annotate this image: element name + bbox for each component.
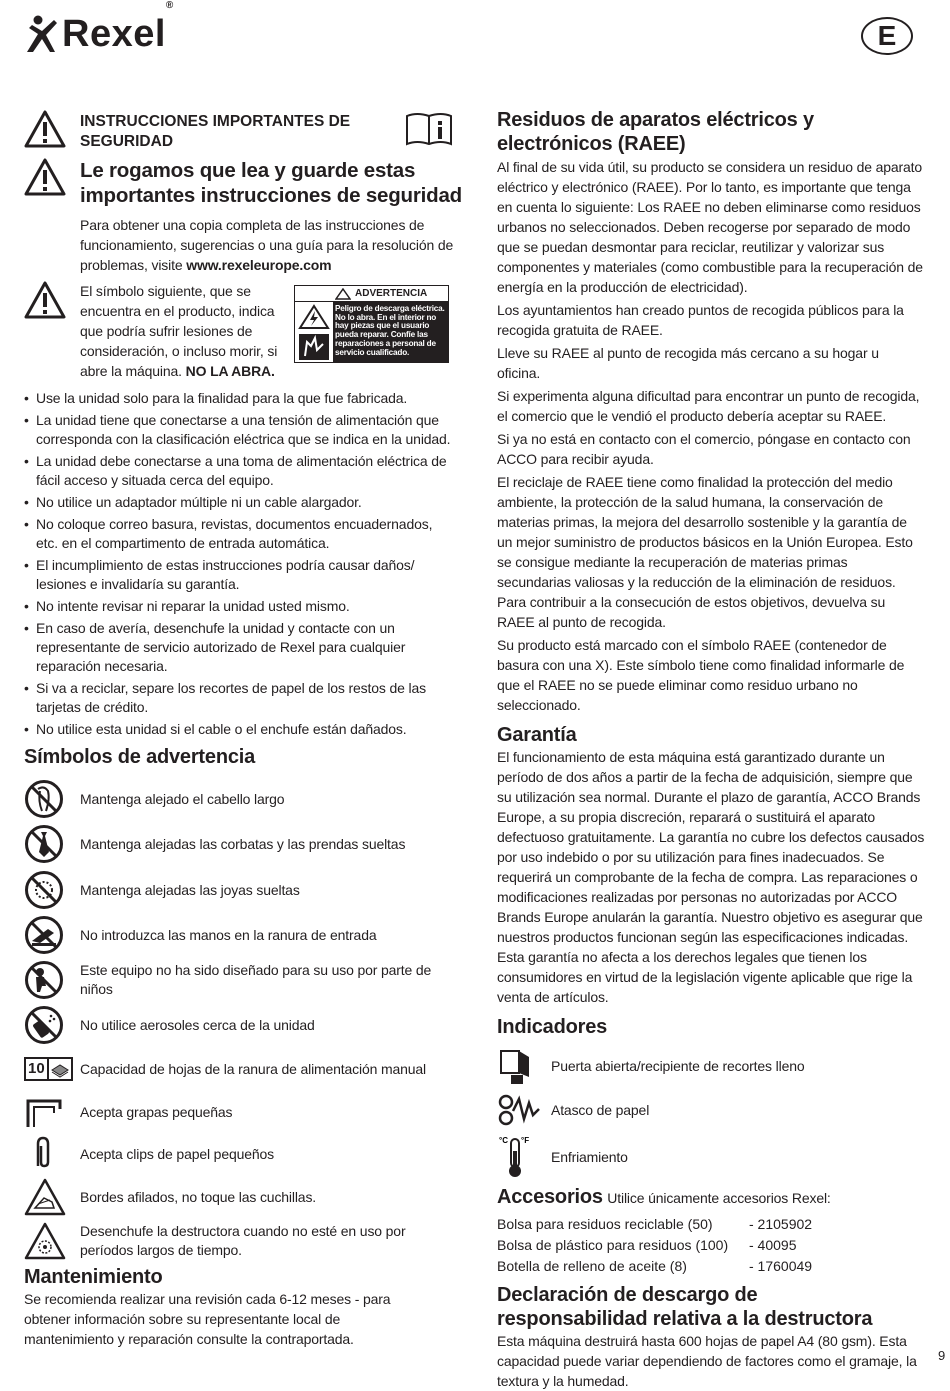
symbols-title: Símbolos de advertencia (24, 746, 256, 768)
disclaimer-title: Declaración de descargo de responsabilidad relativa a la destructora (497, 1284, 873, 1330)
paragraph: Los ayuntamientos han creado puntos de recogida públicos para la recogida gratuita de RAEE. (497, 302, 904, 338)
left-column (24, 110, 464, 1349)
paragraph: El reciclaje de RAEE tiene como finalidad la protección del medio ambiente, la protección de la salud humana, la conservación de materias primas, la mejora del desarrollo sostenible y la garantía de un mejor suministro de productos básicos en la Unión Europea. Esto se consigue mediante la recuperación de materias primas secundarias valiosas y la reducción de la eliminación de residuos. Para contribuir a la consecución de estos objetivos, devuelva su RAEE al punto de recogida. (497, 474, 913, 630)
door-open-bin-full-icon (497, 1047, 551, 1085)
no-children-icon (24, 960, 80, 1000)
warning-label-text: Peligro de descarga eléctrica. No lo abra. En el interior no hay piezas que el usuario pueda reparar. Confíe las reparaciones a personal de servicio cualificado. (333, 302, 448, 362)
thermometer-icon (497, 1135, 551, 1179)
symbol-row: Desenchufe la destructora cuando no esté en uso por períodos largos de tiempo. (24, 1219, 464, 1263)
warning-label-icons (295, 302, 333, 362)
accessories-heading (497, 1185, 925, 1209)
read-title: Le rogamos que lea y guarde estas importantes instrucciones de seguridad (80, 159, 462, 207)
paragraph: Lleve su RAEE al punto de recogida más cercano a su hogar u oficina. (497, 345, 879, 381)
table-row: Bolsa de plástico para residuos (100) - 40095 (497, 1237, 797, 1253)
list-item: • No utilice un adaptador múltiple ni un cable alargador. (24, 493, 454, 512)
sheet-capacity-icon: 10 (24, 1049, 80, 1089)
warning-triangle-icon (335, 288, 351, 300)
no-tie-icon (24, 824, 80, 864)
no-jewellery-icon (24, 870, 80, 910)
sharp-edges-icon (24, 1177, 80, 1217)
table-row: Botella de relleno de aceite (8) - 1760049 (497, 1258, 813, 1274)
disclaimer-text: Esta máquina destruirá hasta 600 hojas de papel A4 (80 gsm). Esta capacidad puede variar dependiendo de factores como el gramaje, la textura y la humedad. (497, 1333, 917, 1389)
list-item: • No coloque correo basura, revistas, documentos encuadernados, etc. en el compartimento de entrada automática. (24, 515, 454, 553)
table-row: Bolsa para residuos reciclable (50) - 2105902 (497, 1216, 813, 1232)
paragraph: Si ya no está en contacto con el comercio, póngase en contacto con ACCO para recibir ayuda. (497, 431, 911, 467)
no-long-hair-icon (24, 779, 80, 819)
accessories-title: Accesorios (497, 1186, 603, 1208)
list-item: • El incumplimiento de estas instrucciones podría causar daños/ lesiones e invalidaría su garantía. (24, 556, 454, 594)
warning-triangle-icon (24, 110, 70, 153)
list-item: • Use la unidad solo para la finalidad para la que fue fabricada. (24, 389, 454, 408)
page-number: 9 (938, 1348, 946, 1363)
staple-icon (24, 1092, 80, 1132)
safety-heading-row (24, 110, 464, 156)
symbol-row: Acepta clips de papel pequeños (24, 1133, 464, 1175)
paragraph: Al final de su vida útil, su producto se considera un residuo de aparato eléctrico y electrónico (RAEE). Por lo tanto, es importante que tenga en cuenta lo siguiente: Los RAEE no deben eliminarse como residuos urbanos no seleccionados. Deben recogerse por separado de modo que se puedan desmontar para reciclar, reutilizar y valorizar sus componentes y materiales (como combustible para la recuperación de energía en la producción de electricidad). (497, 159, 923, 295)
maintenance-title: Mantenimiento (24, 1266, 163, 1288)
warning-triangle-icon (24, 281, 70, 324)
list-item: • La unidad debe conectarse a una toma de alimentación eléctrica de fácil acceso y situada cerca del equipo. (24, 452, 454, 490)
indicators-list (497, 1047, 925, 1179)
manual-info-icon (405, 112, 453, 151)
rexel-figure-icon (24, 14, 58, 54)
accessories-table (497, 1214, 812, 1277)
right-column (497, 108, 925, 1391)
weee-title: Residuos de aparatos eléctricos y electrónicos (RAEE) (497, 109, 814, 155)
indicator-row: Atasco de papel (497, 1091, 925, 1129)
maintenance-text: Se recomienda realizar una revisión cada 6-12 meses - para obtener información sobre su representante local de mantenimiento y reparación consulte la contraportada. (24, 1291, 391, 1347)
symbols-list (24, 777, 464, 1263)
indicator-row: °C °F Enfriamiento (497, 1135, 925, 1179)
symbol-row: Bordes afilados, no toque las cuchillas. (24, 1175, 464, 1219)
warranty-title: Garantía (497, 724, 577, 746)
symbol-explanation: El símbolo siguiente, que se encuentra en el producto, indica que podría sufrir lesiones de consideración, o incluso morir, si abre la máquina. NO LA ABRA. (80, 283, 278, 379)
weee-section (497, 157, 925, 715)
list-item: • No utilice esta unidad si el cable o el enchufe están dañados. (24, 720, 454, 739)
read-heading-row (24, 158, 464, 208)
accessories-note: Utilice únicamente accesorios Rexel: (607, 1190, 831, 1206)
brand-logo (24, 0, 174, 55)
symbol-row: 10 Capacidad de hojas de la ranura de alimentación manual (24, 1047, 464, 1091)
warning-label-title: ADVERTENCIA (355, 288, 428, 299)
symbol-row: Este equipo no ha sido diseñado para su uso por parte de niños (24, 957, 464, 1003)
language-badge: E (861, 17, 913, 55)
copy-instructions: Para obtener una copia completa de las instrucciones de funcionamiento, sugerencias o una guía para la resolución de problemas, visite www.rexeleurope.com (80, 217, 454, 273)
symbol-row: No utilice aerosoles cerca de la unidad (24, 1003, 464, 1047)
symbol-row: Mantenga alejado el cabello largo (24, 777, 464, 821)
warning-label (294, 285, 449, 363)
shock-hazard-icon (295, 302, 333, 362)
unplug-icon (24, 1221, 80, 1261)
warning-label-header (295, 286, 448, 302)
list-item: • Si va a reciclar, separe los recortes de papel de los restos de las tarjetas de crédito. (24, 679, 454, 717)
paragraph: Su producto está marcado con el símbolo RAEE (contenedor de basura con una X). Este símbolo tiene como finalidad informarle de que el RAEE no se puede eliminar como residuo urbano no seleccionado. (497, 637, 905, 713)
list-item: • En caso de avería, desenchufe la unidad y contacte con un representante de servicio autorizado de Rexel para cualquier reparación necesaria. (24, 619, 454, 676)
symbol-row: Mantenga alejadas las joyas sueltas (24, 867, 464, 913)
no-hands-icon (24, 915, 80, 955)
warning-triangle-icon (24, 158, 70, 201)
list-item: • No intente revisar ni reparar la unidad usted mismo. (24, 597, 454, 616)
safety-bullet-list (24, 389, 454, 739)
indicators-title: Indicadores (497, 1016, 608, 1038)
symbol-row: No introduzca las manos en la ranura de entrada (24, 913, 464, 957)
list-item: • La unidad tiene que conectarse a una tensión de alimentación que corresponda con la clasificación eléctrica que se indica en la unidad. (24, 411, 454, 449)
svg-text:°C: °C (499, 1136, 508, 1145)
no-aerosol-icon (24, 1005, 80, 1045)
safety-title: INSTRUCCIONES IMPORTANTES DE SEGURIDAD (80, 113, 351, 150)
indicator-row: Puerta abierta/recipiente de recortes lleno (497, 1047, 925, 1085)
website-link[interactable]: www.rexeleurope.com (186, 257, 332, 273)
svg-text:°F: °F (521, 1136, 530, 1145)
symbol-row: Acepta grapas pequeñas (24, 1091, 464, 1133)
paperclip-icon (24, 1134, 80, 1174)
paragraph: Si experimenta alguna dificultad para encontrar un punto de recogida, el comercio que le vendió el producto debería aceptar su RAEE. (497, 388, 920, 424)
brand-name: Rexel® (62, 0, 174, 55)
warranty-text: El funcionamiento de esta máquina está garantizado durante un período de dos años a partir de la fecha de adquisición, siempre que su utilización sea normal. Durante el plazo de garantía, ACCO Brands Europe, a su propia discreción, reparará o sustituirá el aparato defectuoso gratuitamente. La garantía no cubre los defectos causados por uso indebido o por su utilización para fines inadecuados. Se requerirá un comprobante de la fecha de compra. Las reparaciones o modificaciones realizadas por personas no autorizadas por ACCO Brands Europe anularán la garantía. Nuestro objetivo es asegurar que nuestros productos funcionan según las especificaciones indicadas. Esta garantía no afecta a los derechos legales que tienen los consumidores en virtud de la legislación vigente aplicable que rige la venta de artículos. (497, 749, 925, 1005)
paper-jam-icon (497, 1091, 551, 1129)
symbol-row: Mantenga alejadas las corbatas y las prendas sueltas (24, 821, 464, 867)
symbol-warning-row (24, 281, 464, 381)
